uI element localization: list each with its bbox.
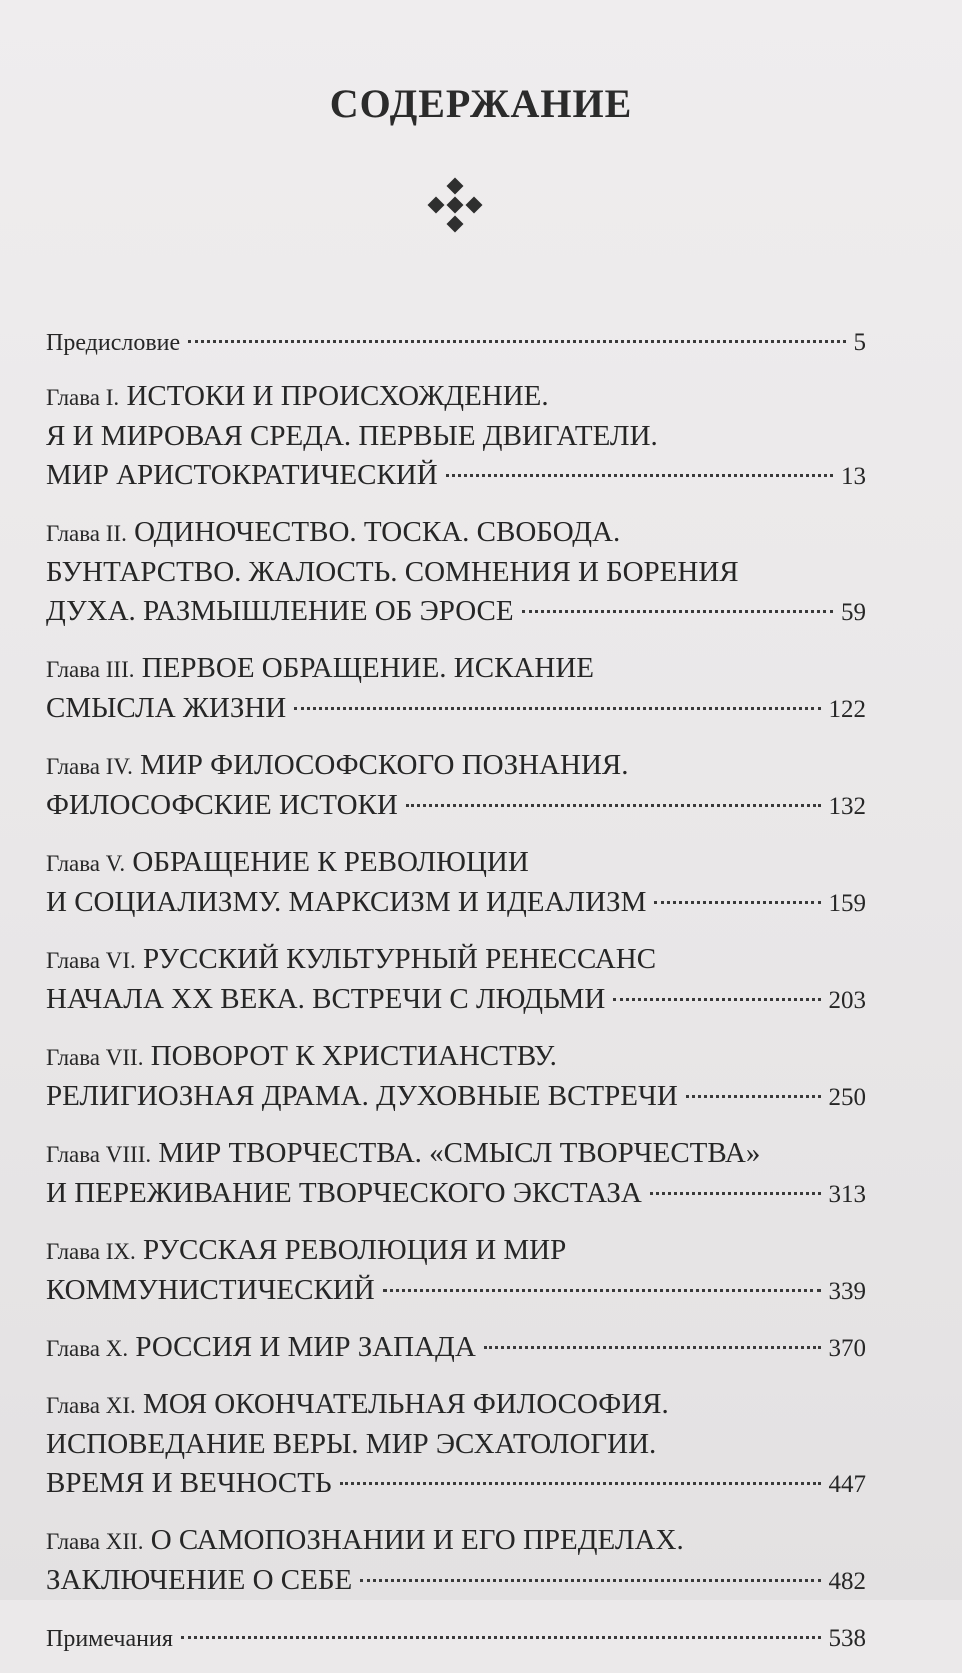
dot-leader: [188, 340, 845, 343]
toc-entry-prefix: Глава VI.: [46, 948, 136, 973]
toc-entry-prefix: Глава XII.: [46, 1529, 144, 1554]
toc-entry-label: [46, 1174, 642, 1213]
toc-entry-last-line: [46, 1174, 866, 1214]
toc-page-number: 313: [828, 1181, 866, 1208]
toc-entry-text: ИСПОВЕДАНИЕ ВЕРЫ. МИР ЭСХАТОЛОГИИ.: [46, 1428, 657, 1460]
toc-entry-text: ИСТОКИ И ПРОИСХОЖДЕНИЕ.: [126, 380, 549, 412]
toc-entry-label: [46, 689, 286, 728]
toc-entry-text: ОБРАЩЕНИЕ К РЕВОЛЮЦИИ: [132, 846, 529, 878]
toc-entry[interactable]: [46, 322, 866, 363]
toc-page-number: 159: [828, 890, 866, 917]
toc-entry-last-line: [46, 456, 866, 496]
toc-entry-label: [46, 322, 180, 363]
toc-entry-line: [46, 1134, 866, 1174]
toc-entry-text: РЕЛИГИОЗНАЯ ДРАМА. ДУХОВНЫЕ ВСТРЕЧИ: [46, 1080, 678, 1112]
toc-entry[interactable]: [46, 1385, 866, 1504]
toc-entry-prefix: Глава II.: [46, 521, 127, 546]
dot-leader: [181, 1636, 821, 1639]
toc-entry-text: ФИЛОСОФСКИЕ ИСТОКИ: [46, 789, 398, 821]
toc-entry-last-line: [46, 322, 866, 363]
toc-entry-last-line: [46, 1618, 866, 1659]
toc-entry[interactable]: [46, 1037, 866, 1117]
toc-page-number: 538: [828, 1625, 866, 1652]
toc-entry[interactable]: [46, 746, 866, 826]
dot-leader: [294, 707, 820, 710]
toc-entry-text: МОЯ ОКОНЧАТЕЛЬНАЯ ФИЛОСОФИЯ.: [143, 1388, 669, 1420]
toc-entry-line: [46, 1037, 866, 1077]
dot-leader: [383, 1289, 821, 1292]
toc-entry-text: ЗАКЛЮЧЕНИЕ О СЕБЕ: [46, 1564, 353, 1596]
toc-entry-prefix: Глава X.: [46, 1336, 129, 1361]
toc-page-number: 122: [828, 696, 866, 723]
toc-page-number: 5: [853, 329, 866, 356]
toc-entry-text: ПОВОРОТ К ХРИСТИАНСТВУ.: [150, 1040, 557, 1072]
toc-entry-prefix: Глава IX.: [46, 1239, 136, 1264]
diamond-ornament-icon: [425, 175, 485, 235]
toc-entry-line: [46, 649, 866, 689]
toc-entry-text: НАЧАЛА XX ВЕКА. ВСТРЕЧИ С ЛЮДЬМИ: [46, 983, 606, 1015]
toc-entry-label: [46, 592, 514, 631]
toc-entry-text: МИР АРИСТОКРАТИЧЕСКИЙ: [46, 459, 438, 491]
toc-entry-text: СМЫСЛА ЖИЗНИ: [46, 692, 287, 724]
toc-entry[interactable]: [46, 377, 866, 496]
toc-entry-prefix: Глава VIII.: [46, 1142, 152, 1167]
toc-entry[interactable]: [46, 649, 866, 729]
toc-entry-text: РОССИЯ И МИР ЗАПАДА: [135, 1331, 476, 1363]
page-title: СОДЕРЖАНИЕ: [329, 81, 633, 126]
toc-entry-last-line: [46, 1328, 866, 1368]
toc-entry-prefix: Примечания: [46, 1626, 173, 1652]
toc-entry-label: [46, 1077, 678, 1116]
toc-entry-last-line: [46, 592, 866, 632]
toc-entry[interactable]: [46, 513, 866, 632]
toc-entry-text: МИР ТВОРЧЕСТВА. «СМЫСЛ ТВОРЧЕСТВА»: [158, 1137, 761, 1169]
toc-entry-text: О САМОПОЗНАНИИ И ЕГО ПРЕДЕЛАХ.: [150, 1524, 684, 1556]
dot-leader: [340, 1482, 821, 1485]
toc-entry[interactable]: [46, 940, 866, 1020]
toc-page-number: 447: [828, 1471, 866, 1498]
toc-entry-label: [46, 1271, 375, 1310]
toc-page-number: 370: [828, 1335, 866, 1362]
table-of-contents: [46, 322, 866, 1673]
toc-entry-line: [46, 1231, 866, 1271]
toc-entry-text: Я И МИРОВАЯ СРЕДА. ПЕРВЫЕ ДВИГАТЕЛИ.: [46, 420, 658, 452]
toc-entry-prefix: Глава IV.: [46, 754, 133, 779]
dot-leader: [446, 474, 833, 477]
toc-entry-prefix: Глава I.: [46, 385, 120, 410]
toc-entry-line: [46, 940, 866, 980]
toc-entry-line: [46, 513, 866, 553]
toc-entry-line: [46, 1385, 866, 1425]
dot-leader: [360, 1579, 820, 1582]
dot-leader: [484, 1346, 821, 1349]
toc-entry-text: ОДИНОЧЕСТВО. ТОСКА. СВОБОДА.: [134, 516, 621, 548]
toc-entry-text: ДУХА. РАЗМЫШЛЕНИЕ ОБ ЭРОСЕ: [46, 595, 514, 627]
toc-entry-last-line: [46, 1561, 866, 1601]
toc-entry-prefix: Глава III.: [46, 657, 135, 682]
toc-entry-line: [46, 843, 866, 883]
toc-entry-line: [46, 417, 866, 456]
toc-page-number: 132: [828, 793, 866, 820]
dot-leader: [650, 1192, 821, 1195]
toc-entry-label: [46, 1561, 352, 1600]
toc-page-number: 203: [828, 987, 866, 1014]
dot-leader: [406, 804, 821, 807]
toc-entry-text: ВРЕМЯ И ВЕЧНОСТЬ: [46, 1467, 332, 1499]
toc-entry-prefix: Глава VII.: [46, 1045, 144, 1070]
toc-entry[interactable]: [46, 1521, 866, 1601]
toc-entry-prefix: Глава V.: [46, 851, 126, 876]
dot-leader: [654, 901, 820, 904]
toc-entry-line: [46, 377, 866, 417]
toc-entry-text: КОММУНИСТИЧЕСКИЙ: [46, 1274, 375, 1306]
toc-entry-last-line: [46, 1271, 866, 1311]
dot-leader: [613, 998, 820, 1001]
toc-page-number: 59: [841, 599, 866, 626]
toc-entry-prefix: Глава XI.: [46, 1393, 136, 1418]
toc-entry-text: РУССКАЯ РЕВОЛЮЦИЯ И МИР: [143, 1234, 567, 1266]
toc-entry-last-line: [46, 980, 866, 1020]
toc-page-number: 339: [828, 1278, 866, 1305]
dot-leader: [686, 1095, 821, 1098]
toc-page-number: 250: [828, 1084, 866, 1111]
toc-entry[interactable]: [46, 1328, 866, 1368]
toc-entry-label: [46, 456, 438, 495]
toc-page-number: 482: [828, 1568, 866, 1595]
toc-entry[interactable]: [46, 1231, 866, 1311]
toc-entry-prefix: Предисловие: [46, 330, 181, 356]
toc-entry-last-line: [46, 786, 866, 826]
toc-entry-line: [46, 746, 866, 786]
toc-entry-last-line: [46, 883, 866, 923]
toc-entry-text: БУНТАРСТВО. ЖАЛОСТЬ. СОМНЕНИЯ И БОРЕНИЯ: [46, 556, 739, 588]
toc-entry-line: [46, 1425, 866, 1464]
toc-entry-line: [46, 553, 866, 592]
toc-entry-last-line: [46, 1077, 866, 1117]
toc-entry-last-line: [46, 1464, 866, 1504]
toc-entry[interactable]: [46, 1618, 866, 1659]
toc-page-number: 13: [841, 463, 866, 490]
toc-entry-label: [46, 883, 646, 922]
toc-entry-text: МИР ФИЛОСОФСКОГО ПОЗНАНИЯ.: [140, 749, 629, 781]
toc-entry[interactable]: [46, 843, 866, 923]
dot-leader: [522, 610, 833, 613]
toc-entry[interactable]: [46, 1134, 866, 1214]
toc-entry-label: [46, 786, 398, 825]
toc-entry-line: [46, 1521, 866, 1561]
toc-entry-text: ПЕРВОЕ ОБРАЩЕНИЕ. ИСКАНИЕ: [141, 652, 594, 684]
toc-entry-text: РУССКИЙ КУЛЬТУРНЫЙ РЕНЕССАНС: [143, 943, 657, 975]
toc-entry-text: И ПЕРЕЖИВАНИЕ ТВОРЧЕСКОГО ЭКСТАЗА: [46, 1177, 642, 1209]
toc-entry-text: И СОЦИАЛИЗМУ. МАРКСИЗМ И ИДЕАЛИЗМ: [46, 886, 647, 918]
toc-entry-label: [46, 1464, 332, 1503]
toc-entry-label: [46, 1618, 173, 1659]
toc-entry-last-line: [46, 689, 866, 729]
toc-entry-label: [46, 1328, 476, 1368]
toc-entry-label: [46, 980, 605, 1019]
